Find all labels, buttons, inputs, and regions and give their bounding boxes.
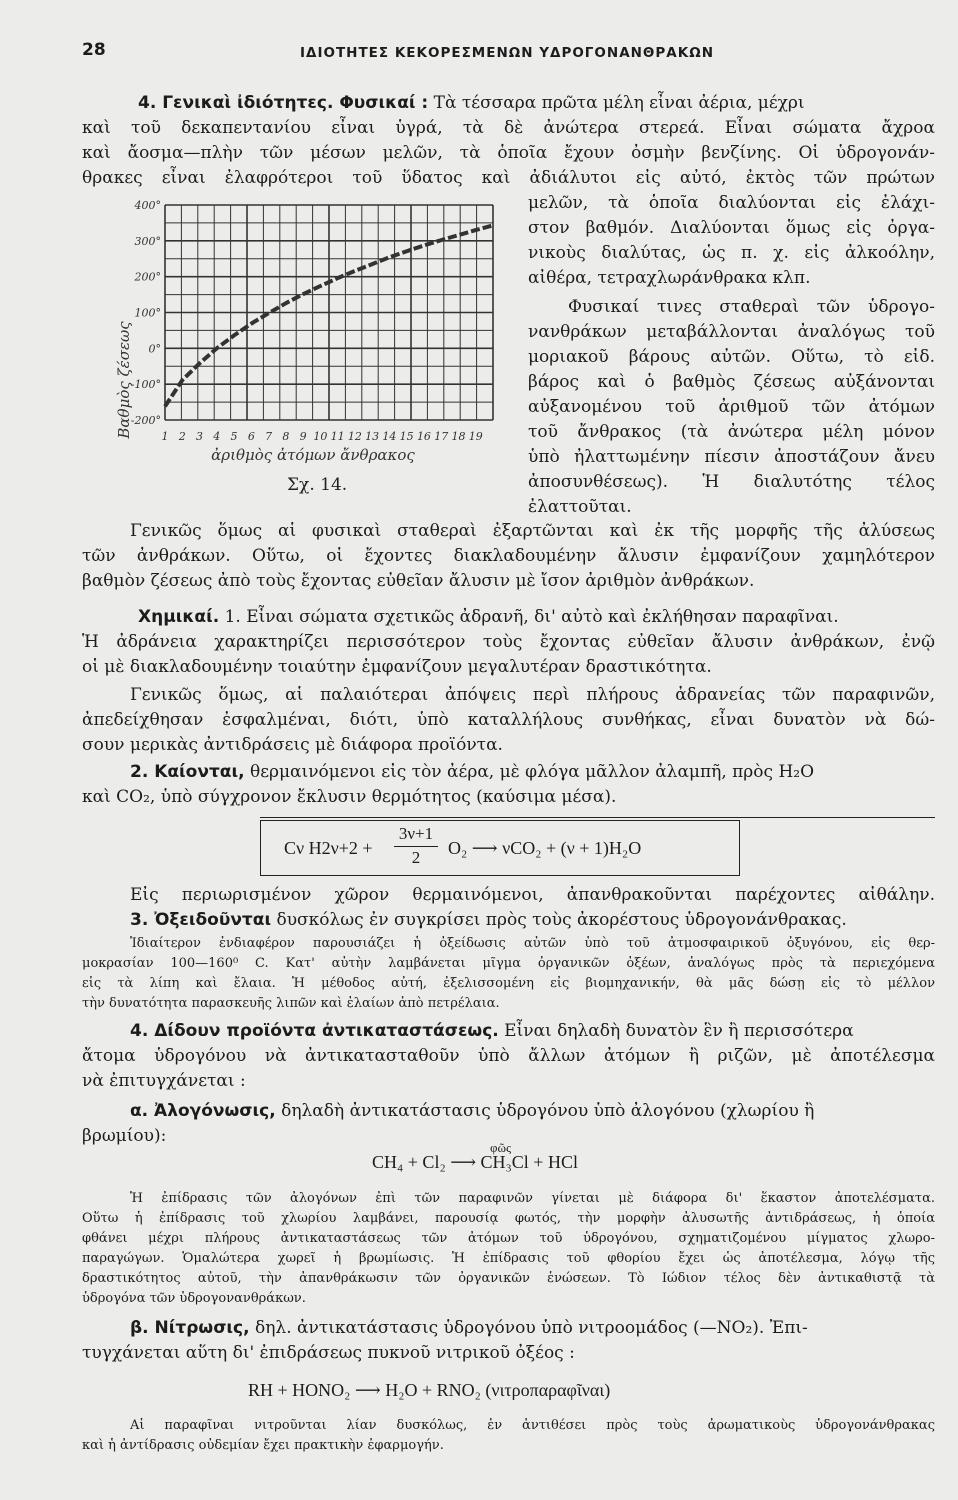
- x-tick-label: 8: [282, 430, 290, 443]
- x-tick-label: 17: [434, 430, 449, 443]
- side-line-4: αἰθέρα, τετραχλωράνθρακα κλπ.: [528, 268, 811, 288]
- nitration-equation: RH + HONO₂ ⟶ H₂O + RNO₂ (νιτροπαραφῖναι): [248, 1380, 611, 1400]
- halogen-note-5: δραστικότητος αὐτοῦ, τὴν ἀπανθράκωσιν τῶν ὀργανικῶν ἑνώσεων. Τὸ Ιώδιον τέλος δὲν ἀντικαθιστᾷ τὰ: [82, 1271, 935, 1286]
- chem-line-4: Γενικῶς ὅμως, αἱ παλαιότεραι ἀπόψεις περὶ πλήρους ἀδρανείας τῶν παραφινῶν,: [130, 685, 935, 705]
- chem-line-17: τυγχάνεται αὕτη δι' ἐπιδράσεως πυκνοῦ νιτρικοῦ ὀξέος :: [82, 1343, 575, 1363]
- halogenation-equation: CH₄ + Cl₂ ⟶ CH₃Cl + HCl: [372, 1152, 578, 1172]
- chart-caption: Σχ. 14.: [287, 475, 348, 495]
- intro-text: Τὰ τέσσαρα πρῶτα μέλη εἶναι ἀέρια, μέχρι: [433, 93, 805, 113]
- y-tick-label: -100°: [130, 378, 161, 392]
- x-tick-label: 16: [416, 430, 431, 443]
- side-line-6: νανθράκων μεταβάλλονται ἀναλόγως τοῦ: [528, 322, 935, 342]
- chem-line-10: [130, 910, 847, 930]
- chem-line-5: ἀπεδείχθησαν ἐσφαλμέναι, διότι, ὑπὸ καταλλήλους συνθήκας, εἶναι δυνατὸν νὰ δώ-: [82, 710, 935, 730]
- x-tick-label: 2: [178, 430, 186, 443]
- x-tick-label: 5: [230, 430, 238, 443]
- chem-line-2: Ἡ ἀδράνεια χαρακτηρίζει περισσότερον τοὺς ἔχοντας εὐθεῖαν ἄλυσιν ἀνθράκων, ἐνῷ: [82, 632, 935, 652]
- halogenation-text: δηλαδὴ ἀντικατάστασις ὑδρογόνου ὑπὸ ἀλογόνου (χλωρίου ἢ: [281, 1101, 815, 1121]
- page-number: 28: [82, 40, 106, 60]
- y-tick-label: -200°: [130, 414, 161, 427]
- x-tick-label: 9: [299, 430, 307, 443]
- y-tick-label: 400°: [134, 199, 161, 212]
- eq1-left: Cν H2ν+2 +: [284, 838, 373, 858]
- y-axis-ticks: [131, 199, 161, 427]
- section-heading: 4. Γενικαὶ ἰδιότητες. Φυσικαί :: [138, 93, 429, 113]
- chem-line-6: σουν μερικὰς ἀντιδράσεις μὲ διάφορα προϊόντα.: [82, 735, 503, 755]
- eq1-numerator: 3ν+1: [398, 824, 434, 843]
- x-tick-label: 11: [330, 430, 345, 443]
- chemical-heading: Χημικαί.: [138, 607, 220, 627]
- chem-line-13: νὰ ἐπιτυγχάνεται :: [82, 1071, 246, 1091]
- x-tick-label: 10: [313, 430, 328, 443]
- side-line-11: ὑπὸ ἠλαττωμένην πίεσιν ἀποστάζουν ἄνευ: [528, 447, 935, 467]
- eq1-denominator: 2: [411, 848, 421, 867]
- chem-line-15: βρωμίου):: [82, 1126, 167, 1146]
- chem-line-3: οἱ μὲ διακλαδουμένην τοιαύτην ἐμφανίζουν μεγαλυτέραν δραστικότητα.: [82, 657, 712, 677]
- oxidation-text: δυσκόλως ἐν συγκρίσει πρὸς τοὺς ἀκορέστους ὑδρογονάνθρακας.: [276, 910, 847, 930]
- final-note-2: καὶ ἡ ἀντίδρασις οὐδεμίαν ἔχει πρακτικὴν ἐφαρμογήν.: [82, 1438, 444, 1453]
- general-line-2: τῶν ἀνθράκων. Οὕτω, οἱ ἔχοντες διακλαδουμένην ἄλυσιν ἐμφανίζουν χαμηλότερον: [82, 546, 935, 566]
- chem-line-9: Εἰς περιωρισμένον χῶρον θερμαινόμενοι, ἀπανθρακοῦνται παρέχοντες αἰθάλην.: [130, 885, 935, 905]
- halogen-note-6: ὑδρογόνα τῶν ὑδρογονανθράκων.: [82, 1291, 306, 1306]
- halogen-note-2: Οὕτω ἡ ἐπίδρασις τοῦ χλωρίου λαμβάνει, παρουσίᾳ φωτός, τὴν μορφὴν ἀλυσωτῆς ἀντιδράσεως, ἡ ὁποία: [82, 1211, 935, 1226]
- side-line-5: Φυσικαί τινες σταθεραὶ τῶν ὑδρογο-: [568, 297, 935, 317]
- boiling-point-chart: [95, 190, 515, 500]
- x-tick-label: 18: [451, 430, 466, 443]
- chem-line-8: καὶ CO₂, ὑπὸ σύγχρονον ἔκλυσιν θερμότητος (καύσιμα μέσα).: [82, 787, 617, 807]
- note-3: εἰς τὰ λίπη καὶ ἔλαια. Ἡ μέθοδος αὐτή, ἐξελισσομένη εἰς βιομηχανικήν, θὰ μᾶς δώσῃ εἰς τὸ μέλλον: [82, 976, 935, 991]
- side-line-3: νικοὺς διαλύτας, ὡς π. χ. εἰς ἀλκοόλην,: [528, 243, 935, 263]
- x-tick-label: 14: [382, 430, 397, 443]
- chem-line-12: ἄτομα ὑδρογόνου νὰ ἀντικατασταθοῦν ὑπὸ ἄλλων ἀτόμων ἢ ριζῶν, μὲ ἀποτέλεσμα: [82, 1046, 935, 1066]
- substitution-heading: 4. Δίδουν προϊόντα ἀντικαταστάσεως.: [130, 1021, 499, 1041]
- intro-line-4: θρακες εἶναι ἐλαφρότεροι τοῦ ὕδατος καὶ ἀδιάλυτοι εἰς αὐτό, ἐκτὸς τῶν πρώτων: [82, 168, 935, 188]
- nitration-text: δηλ. ἀντικατάστασις ὑδρογόνου ὑπὸ νιτροομάδος (—NO₂). Ἐπι-: [255, 1318, 808, 1338]
- side-line-7: μοριακοῦ βάρους αὐτῶν. Οὕτω, τὸ εἰδ.: [528, 347, 935, 367]
- x-tick-label: 13: [365, 430, 380, 443]
- eq2-light-label: φῶς: [490, 1140, 512, 1155]
- burning-text: θερμαινόμενοι εἰς τὸν ἀέρα, μὲ φλόγα μᾶλλον ἀλαμπῆ, πρὸς H₂O: [249, 762, 815, 782]
- chem-line-1: [138, 607, 935, 627]
- x-tick-label: 4: [213, 430, 221, 443]
- y-tick-label: 0°: [148, 342, 161, 356]
- general-line-1: Γενικῶς ὅμως αἱ φυσικαὶ σταθεραὶ ἐξαρτῶνται καὶ ἐκ τῆς μορφῆς τῆς ἀλύσεως: [130, 521, 935, 541]
- note-4: τὴν δυνατότητα παρασκευῆς λιπῶν καὶ ἐλαίων ἀπὸ πετρέλαια.: [82, 996, 500, 1011]
- chem-line-11: [130, 1021, 935, 1041]
- y-tick-label: 300°: [134, 234, 161, 248]
- substitution-text: Εἶναι δηλαδὴ δυνατὸν ἓν ἢ περισσότερα: [504, 1021, 854, 1041]
- halogen-note-4: παραγώγων. Ὁμαλώτερα χωρεῖ ἡ βρωμίωσις. Ἡ ἐπίδρασις τοῦ φθορίου ἔχει ὡς ἀποτέλεσμα, λόγῳ τῆς: [82, 1251, 935, 1266]
- y-tick-label: 200°: [134, 270, 161, 284]
- equation-rule: [260, 817, 935, 818]
- side-line-10: τοῦ ἄνθρακος (τὰ ἀνώτερα μέλη μόνον: [528, 422, 935, 442]
- nitration-heading: β. Νίτρωσις,: [130, 1318, 250, 1338]
- x-tick-label: 6: [247, 430, 255, 443]
- side-line-2: στον βαθμόν. Διαλύονται ὅμως εἰς ὀργα-: [528, 218, 935, 238]
- oxidation-heading: 3. Ὀξειδοῦνται: [130, 910, 272, 930]
- side-line-9: αὐξανομένου τοῦ ἀριθμοῦ τῶν ἀτόμων: [528, 397, 935, 417]
- intro-line-3: καὶ ἄοσμα—πλὴν τῶν μέσων μελῶν, τὰ ὁποῖα ἔχουν ὀσμὴν βενζίνης. Οἱ ὑδρογονάν-: [82, 143, 935, 163]
- side-line-1: μελῶν, τὰ ὁποῖα διαλύονται εἰς ἐλάχι-: [528, 193, 935, 213]
- x-axis-ticks: [162, 430, 483, 443]
- side-line-13: ἐλαττοῦται.: [528, 497, 632, 517]
- eq1-fraction-line: [394, 846, 438, 847]
- halogen-note-3: φθάνει μέχρι πλήρους ἀντικαταστάσεως τῶν ἀτόμων τοῦ ὑδρογόνου, σχηματιζομένου μίγματος χλωρο-: [82, 1231, 935, 1246]
- chem-p1-start: 1. Εἶναι σώματα σχετικῶς ἀδρανῆ, δι' αὐτὸ καὶ ἐκλήθησαν παραφῖναι.: [224, 607, 839, 627]
- chem-line-16: [130, 1318, 935, 1338]
- intro-line-1: [138, 93, 935, 113]
- x-tick-label: 15: [399, 430, 414, 443]
- x-tick-label: 1: [161, 430, 169, 443]
- y-tick-label: 100°: [134, 306, 161, 320]
- eq1-right: O₂ ⟶ νCO₂ + (ν + 1)H₂O: [448, 838, 642, 858]
- x-tick-label: 19: [468, 430, 483, 443]
- intro-line-2: καὶ τοῦ δεκαπεντανίου εἶναι ὑγρά, τὰ δὲ ἀνώτερα στερεά. Εἶναι σώματα ἄχροα: [82, 118, 935, 138]
- running-title: ΙΔΙΟΤΗΤΕΣ ΚΕΚΟΡΕΣΜΕΝΩΝ ΥΔΡΟΓΟΝΑΝΘΡΑΚΩΝ: [300, 45, 714, 61]
- chem-line-7: [130, 762, 935, 782]
- halogen-note-1: Ἡ ἐπίδρασις τῶν ἀλογόνων ἐπὶ τῶν παραφινῶν γίνεται μὲ διάφορα δι' ἕκαστον ἀποτελέσματα.: [130, 1191, 935, 1206]
- x-tick-label: 7: [265, 430, 273, 443]
- chem-line-14: [130, 1101, 935, 1121]
- halogenation-heading: α. Ἀλογόνωσις,: [130, 1101, 276, 1121]
- side-line-12: ἀποσυνθέσεως). Ἡ διαλυτότης τέλος: [528, 472, 935, 492]
- y-axis-label: Βαθμὸς ζέσεως: [115, 321, 133, 439]
- x-tick-label: 3: [196, 430, 204, 443]
- burning-heading: 2. Καίονται,: [130, 762, 245, 782]
- x-axis-label: ἀριθμὸς ἀτόμων ἄνθρακος: [211, 446, 415, 464]
- note-1: Ἰδιαίτερον ἐνδιαφέρον παρουσιάζει ἡ ὀξείδωσις αὐτῶν ὑπὸ τοῦ ἀτμοσφαιρικοῦ ὀξυγόνου, εἰς θερ-: [130, 936, 935, 951]
- chart-grid: [165, 205, 493, 420]
- final-note-1: Αἱ παραφῖναι νιτροῦνται λίαν δυσκόλως, ἐν ἀντιθέσει πρὸς τοὺς ἀρωματικοὺς ὑδρογονάνθρακας: [130, 1418, 935, 1433]
- note-2: μοκρασίαν 100—160⁰ C. Κατ' αὐτὴν λαμβάνεται μῖγμα ὀργανικῶν ὀξέων, ἀναλόγως πρὸς τὰ περιεχόμενα: [82, 956, 935, 971]
- general-line-3: βαθμὸν ζέσεως ἀπὸ τοὺς ἔχοντας εὐθεῖαν ἄλυσιν μὲ ἴσον ἀριθμὸν ἀνθράκων.: [82, 571, 755, 591]
- side-line-8: βάρος καὶ ὁ βαθμὸς ζέσεως αὐξάνονται: [528, 372, 935, 392]
- x-tick-label: 12: [347, 430, 362, 443]
